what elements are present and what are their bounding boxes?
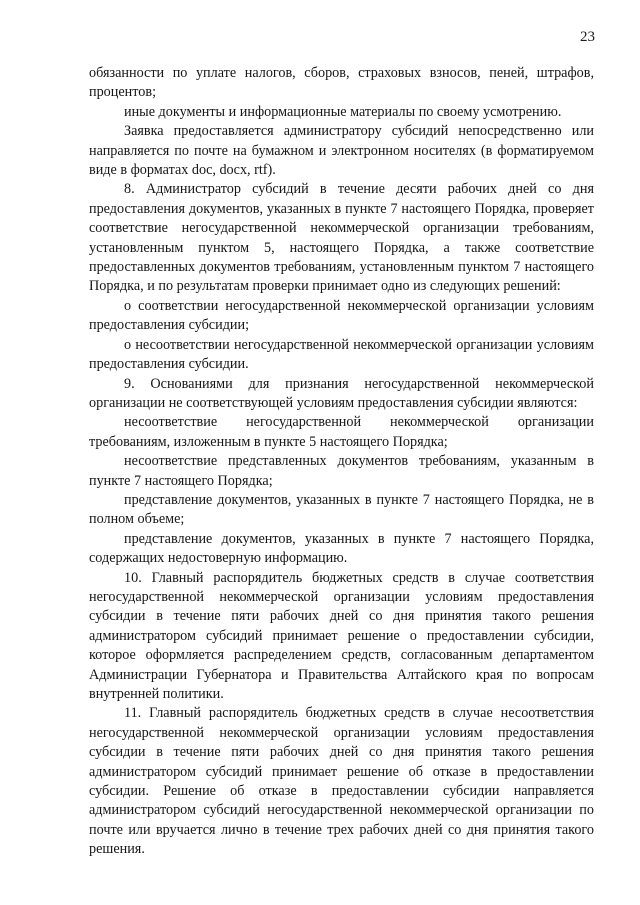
- paragraph: о несоответствии негосударственной некоммерческой организации условиям предоставления субсидии.: [89, 336, 594, 373]
- paragraph: о соответствии негосударственной некоммерческой организации условиям предоставления субсидии;: [89, 297, 594, 334]
- page-number: 23: [580, 29, 595, 45]
- paragraph: 10. Главный распорядитель бюджетных средств в случае соответствия негосударственной некоммерческой организации условиям предоставления субсидии в течение пяти рабочих дней со дня принятия такого решения администратором субсидий принимает решение о предоставлении субсидии, которое оформляется распределением средств, согласованным департаментом Администрации Губернатора и Правительства Алтайского края по вопросам внутренней политики.: [89, 569, 594, 702]
- paragraph: обязанности по уплате налогов, сборов, страховых взносов, пеней, штрафов, процентов;: [89, 65, 594, 101]
- paragraph: несоответствие негосударственной некоммерческой организации требованиям, изложенным в пункте 5 настоящего Порядка;: [89, 414, 594, 450]
- paragraph: представление документов, указанных в пункте 7 настоящего Порядка, не в полном объеме;: [89, 491, 594, 528]
- paragraph: несоответствие представленных документов требованиям, указанным в пункте 7 настоящего Порядка;: [89, 453, 594, 489]
- document-body: [89, 64, 594, 860]
- paragraph: иные документы и информационные материалы по своему усмотрению.: [124, 103, 562, 120]
- paragraph: 9. Основаниями для признания негосударственной некоммерческой организации не соответствующей условиям предоставления субсидии являются:: [89, 375, 594, 411]
- paragraph: Заявка предоставляется администратору субсидий непосредственно или направляется по почте на бумажном и электронном носителях (в форматируемом виде в форматах doc, docx, rtf).: [89, 123, 594, 179]
- paragraph: 8. Администратор субсидий в течение десяти рабочих дней со дня предоставления документов, указанных в пункте 7 настоящего Порядка, проверяет соответствие негосударственной некоммерческой организации требованиям, установленным пунктом 5, настоящего Порядка, а также соответствие предоставленных документов требованиям, установленным пунктом 7 настоящего Порядка, и по результатам проверки принимает одно из следующих решений:: [89, 181, 594, 295]
- paragraph: 11. Главный распорядитель бюджетных средств в случае несоответствия негосударственной некоммерческой организации условиям предоставления субсидии в течение пяти рабочих дней со дня принятия такого решения администратором субсидий принимает решение об отказе в предоставлении субсидии. Решение об отказе в предоставлении субсидии направляется администратором субсидий негосударственной некоммерческой организации по почте или вручается лично в течение трех рабочих дней со дня принятия такого решения.: [89, 705, 594, 858]
- paragraph: представление документов, указанных в пункте 7 настоящего Порядка, содержащих недостоверную информацию.: [89, 530, 594, 567]
